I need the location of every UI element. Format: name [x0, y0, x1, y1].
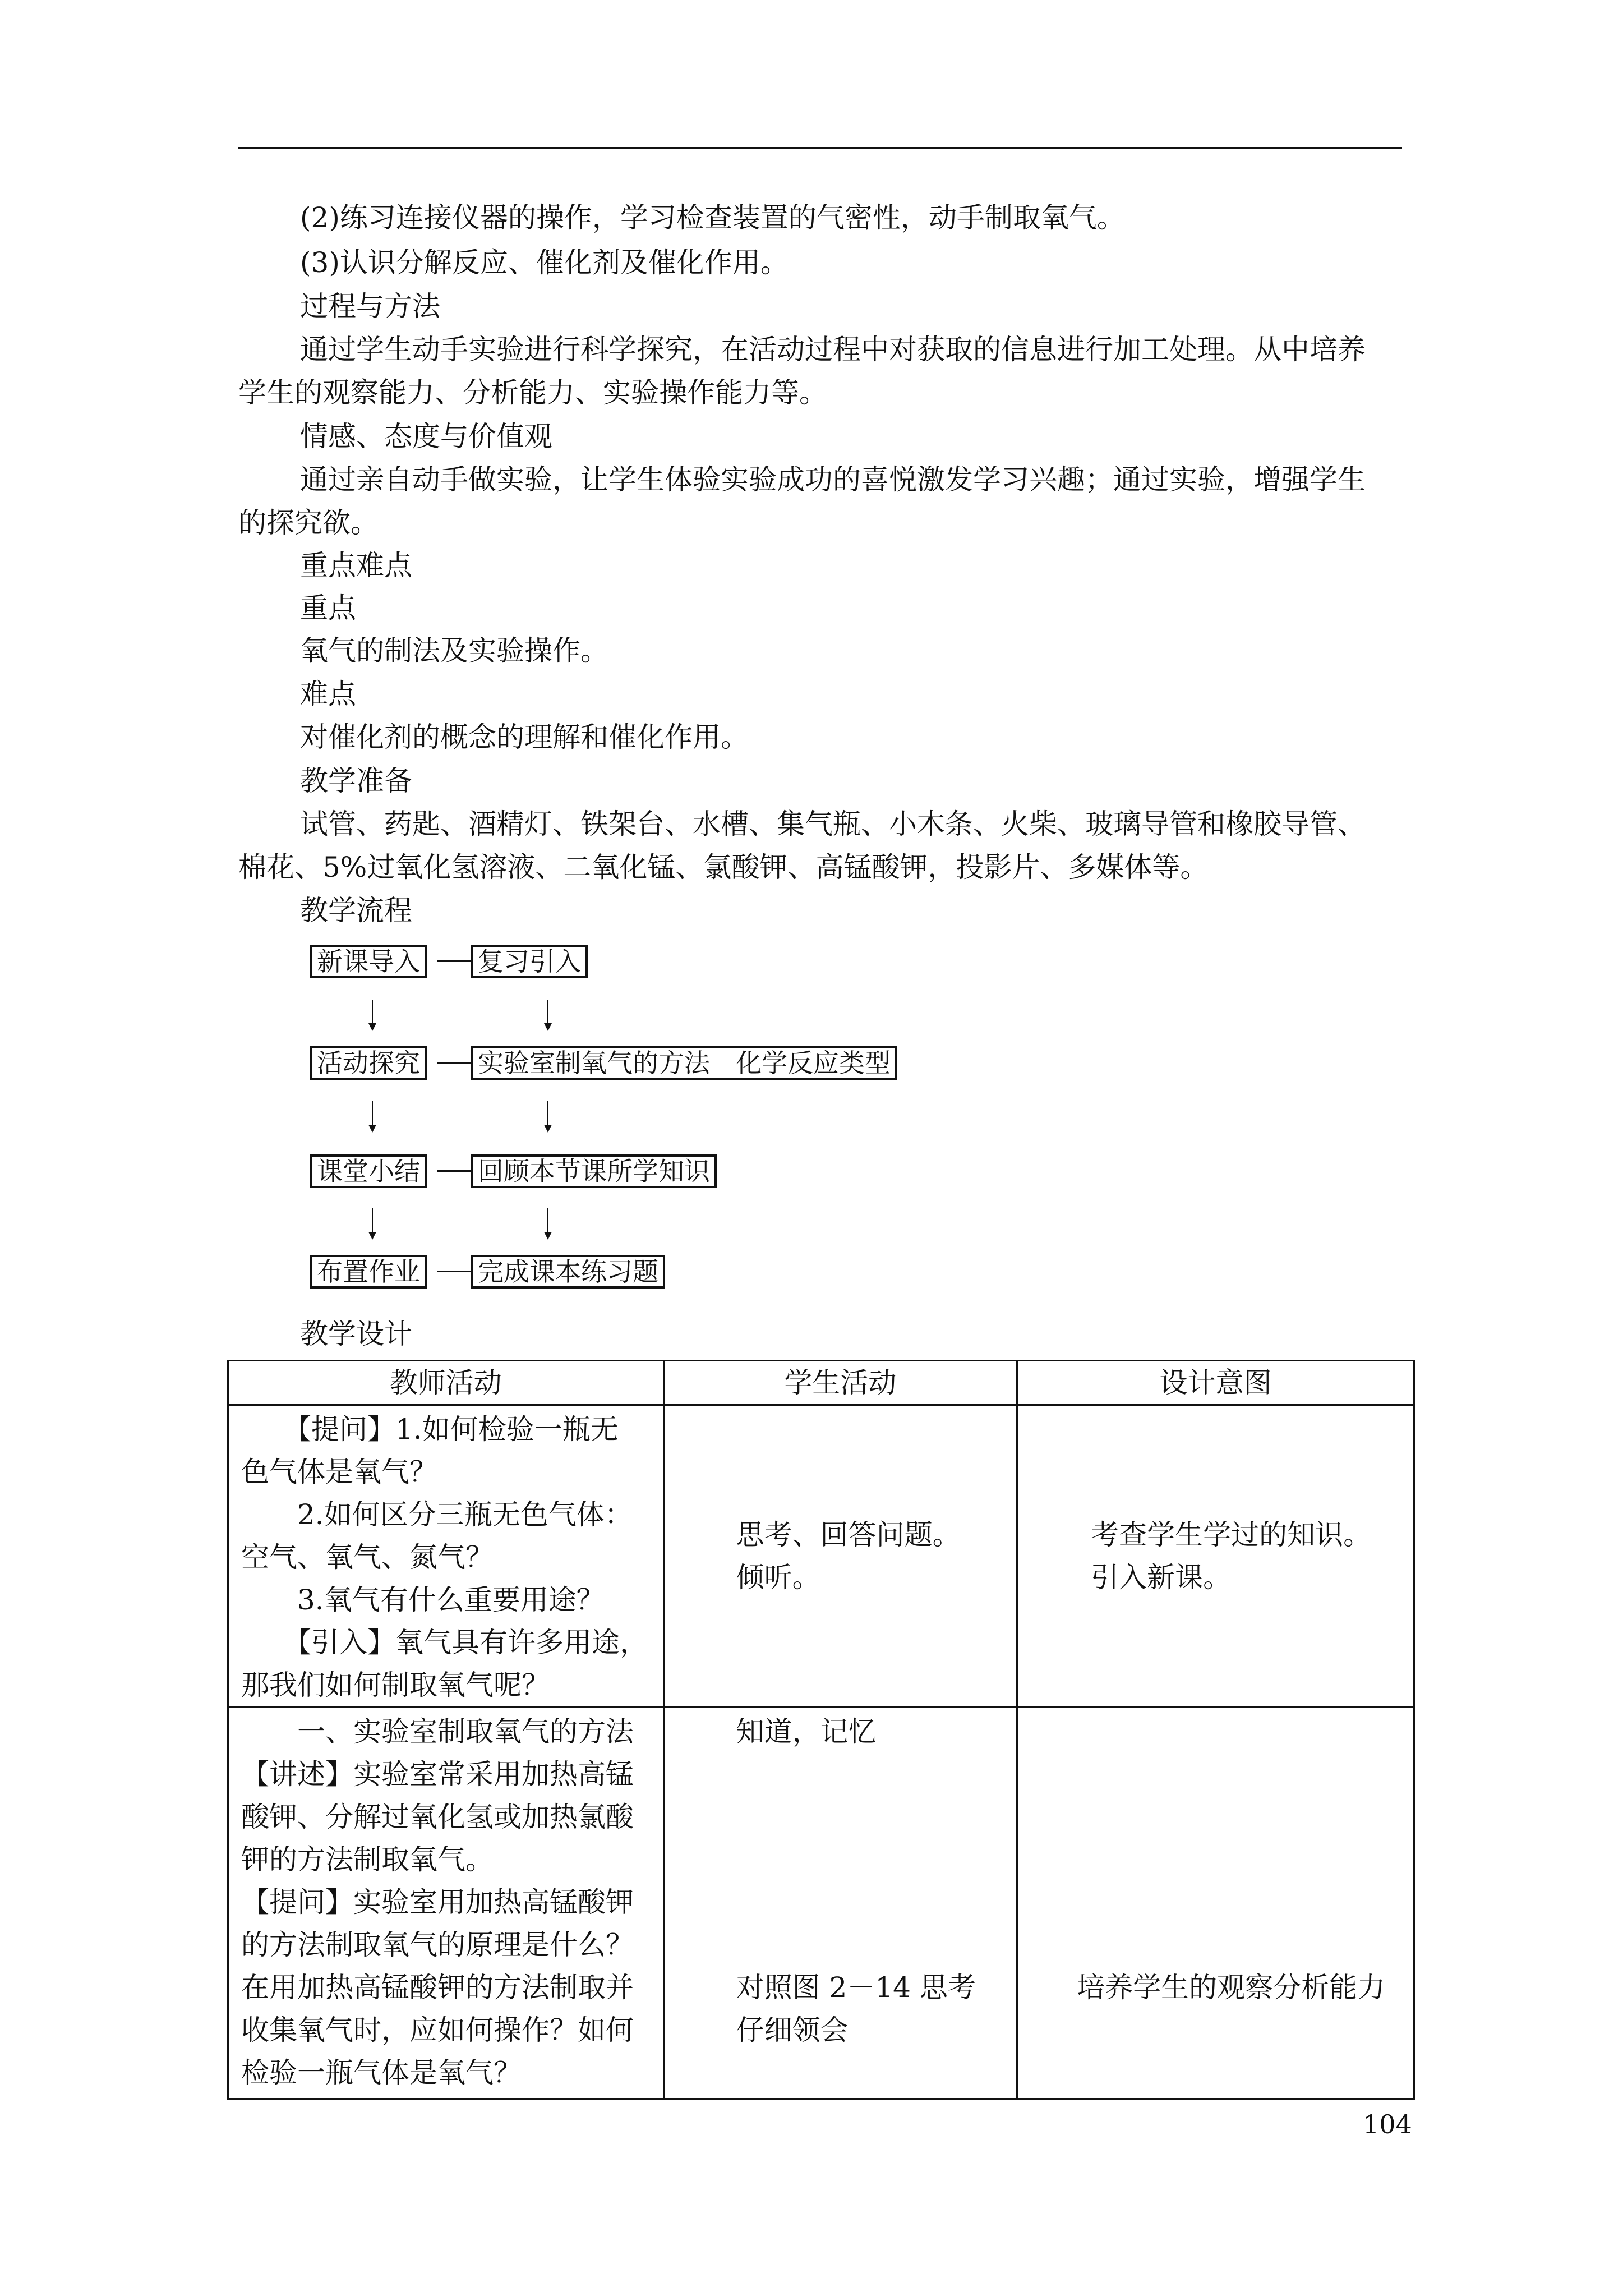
- objective-item-3: (3)认识分解反应、催化剂及催化作用。: [300, 246, 789, 279]
- cell-line: 一、实验室制取氧气的方法: [241, 1715, 634, 1748]
- flow-arrow-down-icon: [541, 1208, 555, 1241]
- flow-arrow-down-icon: [366, 1000, 379, 1032]
- flow-connector: [437, 1271, 471, 1272]
- cell-line: 引入新课。: [1091, 1561, 1232, 1594]
- process-method-heading: 过程与方法: [300, 290, 440, 323]
- cell-line: 空气、氧气、氮气？: [241, 1541, 494, 1573]
- cell-line: 收集氧气时，应如何操作？如何: [241, 2014, 634, 2046]
- column-header: 学生活动: [663, 1361, 1017, 1405]
- cell-line: 酸钾、分解过氧化氢或加热氯酸: [241, 1801, 634, 1833]
- flow-heading: 教学流程: [300, 894, 412, 927]
- preparation-text-line2: 棉花、5%过氧化氢溶液、二氧化锰、氯酸钾、高锰酸钾，投影片、多媒体等。: [238, 851, 1209, 884]
- column-header: 设计意图: [1017, 1361, 1414, 1405]
- flow-arrow-down-icon: [541, 1101, 555, 1134]
- cell-line: 知道，记忆: [736, 1715, 877, 1748]
- objective-item-2: (2)练习连接仪器的操作，学习检查装置的气密性，动手制取氧气。: [300, 201, 1125, 234]
- cell-line: 培养学生的观察分析能力: [1077, 1971, 1386, 2004]
- preparation-text-line1: 试管、药匙、酒精灯、铁架台、水槽、集气瓶、小木条、火柴、玻璃导管和橡胶导管、: [300, 808, 1366, 840]
- student-activity-cell: [663, 1405, 1017, 1708]
- difficult-text: 对催化剂的概念的理解和催化作用。: [300, 721, 749, 753]
- flow-connector: [437, 1062, 471, 1064]
- difficult-heading: 难点: [300, 678, 356, 710]
- design-intent-cell: [1017, 1708, 1414, 2099]
- design-table: [227, 1360, 1415, 2100]
- table-header-row: [228, 1361, 1414, 1405]
- emotion-text-line1: 通过亲自动手做实验，让学生体验实验成功的喜悦激发学习兴趣；通过实验，增强学生: [300, 463, 1366, 496]
- emotion-heading: 情感、态度与价值观: [300, 420, 552, 453]
- flow-connector: [437, 1170, 471, 1172]
- flow-box-left: 课堂小结: [310, 1154, 427, 1188]
- cell-line: 那我们如何制取氧气呢？: [241, 1669, 550, 1701]
- teacher-activity-cell: [228, 1405, 664, 1708]
- emotion-text-line2: 的探究欲。: [238, 507, 379, 539]
- cell-line: 倾听。: [736, 1561, 820, 1594]
- cell-line: 思考、回答问题。: [736, 1519, 961, 1551]
- cell-line: 在用加热高锰酸钾的方法制取并: [241, 1971, 634, 2004]
- page-number: 104: [1363, 2109, 1412, 2139]
- key-heading: 重点: [300, 592, 356, 624]
- flow-box-right: 复习引入: [471, 945, 588, 978]
- flow-box-right: 实验室制氧气的方法 化学反应类型: [471, 1046, 897, 1080]
- flow-box-right: 完成课本练习题: [471, 1255, 665, 1289]
- flow-box-left: 新课导入: [310, 945, 427, 978]
- cell-line: 【引入】氧气具有许多用途，: [241, 1626, 648, 1659]
- process-method-text-line2: 学生的观察能力、分析能力、实验操作能力等。: [238, 376, 827, 409]
- key-text: 氧气的制法及实验操作。: [300, 634, 608, 667]
- cell-line: 3.氧气有什么重要用途？: [241, 1584, 605, 1616]
- key-points-heading: 重点难点: [300, 549, 412, 582]
- flow-arrow-down-icon: [366, 1208, 379, 1241]
- process-method-text-line1: 通过学生动手实验进行科学探究，在活动过程中对获取的信息进行加工处理。从中培养: [300, 333, 1366, 366]
- flow-connector: [437, 960, 471, 962]
- table-row: [228, 1405, 1414, 1708]
- flow-arrow-down-icon: [541, 1000, 555, 1032]
- student-activity-cell: [663, 1708, 1017, 2099]
- cell-line: 对照图 2－14 思考: [736, 1971, 976, 2004]
- cell-line: 钾的方法制取氧气。: [241, 1843, 494, 1876]
- design-intent-cell: [1017, 1405, 1414, 1708]
- cell-line: 2.如何区分三瓶无色气体：: [241, 1498, 633, 1531]
- cell-line: 的方法制取氧气的原理是什么？: [241, 1929, 634, 1961]
- cell-line: 【提问】1.如何检验一瓶无: [241, 1413, 619, 1446]
- preparation-heading: 教学准备: [300, 765, 412, 797]
- teacher-activity-cell: [228, 1708, 664, 2099]
- flow-box-right: 回顾本节课所学知识: [471, 1154, 717, 1188]
- header-rule: [238, 147, 1402, 149]
- cell-line: 【讲述】实验室常采用加热高锰: [241, 1758, 634, 1791]
- cell-line: 检验一瓶气体是氧气？: [241, 2056, 522, 2089]
- flow-box-left: 布置作业: [310, 1255, 427, 1289]
- flow-arrow-down-icon: [366, 1101, 379, 1134]
- design-heading: 教学设计: [300, 1318, 412, 1350]
- flow-box-left: 活动探究: [310, 1046, 427, 1080]
- cell-line: 【提问】实验室用加热高锰酸钾: [241, 1886, 634, 1918]
- table-row: [228, 1708, 1414, 2099]
- cell-line: 色气体是氧气？: [241, 1456, 437, 1488]
- column-header: 教师活动: [228, 1361, 664, 1405]
- cell-line: 考查学生学过的知识。: [1091, 1519, 1372, 1551]
- cell-line: 仔细领会: [736, 2014, 849, 2046]
